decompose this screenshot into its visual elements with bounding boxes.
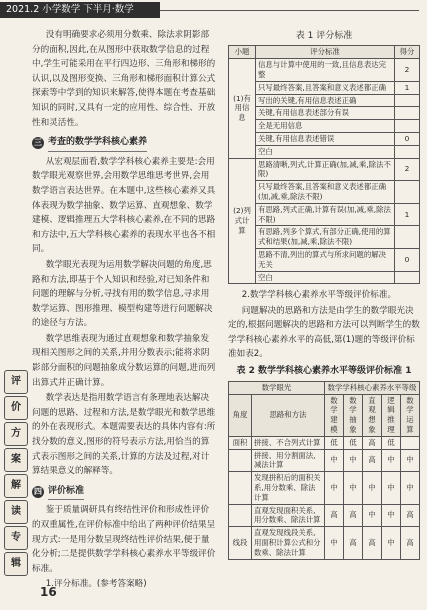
list-item: 2.数学学科核心素养水平等级评价标准。 xyxy=(241,290,397,301)
level-cell: 高 xyxy=(344,504,363,527)
column-header: 角度 xyxy=(229,394,252,436)
side-tab-char: 辑 xyxy=(4,552,28,576)
table-row xyxy=(229,436,420,449)
score-cell xyxy=(395,145,420,158)
section-number-badge: 四 xyxy=(34,487,42,497)
score-cell xyxy=(395,107,420,120)
paragraph: 数学表达是指用数学语言有条理地表达解决问题的思路、过程和方法,是数学眼光和数学思维的外在表现形式。本题需要表达的具体内容有:所找分数的意义,图形的符号表示方法,用恰当的算式表示图形之间的关系,计算的方法及过程,对计算结果意义的解释等。 xyxy=(32,393,216,477)
level-cell xyxy=(401,436,420,449)
level-cell: 中 xyxy=(344,449,363,472)
level-cell: 中 xyxy=(363,472,382,504)
paragraph: 数学眼光表现为运用数学解决问题的角度,思路和方法,即基于个人知识和经验,对已知条件和问题的理解与分析,寻找有用的数学信息,寻求用数学运算、图形推理、模型构建等进行问题解决的途径与方法。 xyxy=(32,259,213,329)
column-header: 得分 xyxy=(395,46,420,59)
table-header-row xyxy=(229,46,420,59)
score-cell xyxy=(395,271,420,284)
paragraph: 问题解决的思路和方法是由学生的数学眼光决定的,根据问题解决的思路和方法可以判断学生的数学学科核心素养水平的高低,第(1)题的等级评价标准如表2。 xyxy=(228,305,420,359)
section-title: 评价标准 xyxy=(48,484,84,501)
criterion-cell: 信息与计算中使用的一致,且信息表达完整 xyxy=(256,59,395,82)
criterion-cell: 只写最终答案,且答案和意义表述都正确(加,减,乘,除法不限) xyxy=(256,181,395,204)
subquestion-label: (2)列式计算 xyxy=(229,158,256,284)
level-cell: 中 xyxy=(325,472,344,504)
level-cell: 低 xyxy=(325,436,344,449)
angle-cell xyxy=(229,504,252,527)
criterion-cell: 写出的关键,有用信息表述正确 xyxy=(256,94,395,107)
level-cell: 高 xyxy=(363,527,382,559)
angle-cell xyxy=(229,472,252,504)
score-cell: 1 xyxy=(395,203,420,226)
literacy-level-table-body xyxy=(229,436,420,559)
level-cell: 中 xyxy=(401,472,420,504)
journal-title: 2021.2 小学数学 下半月·数学 xyxy=(0,2,160,18)
column-header: 思路和方法 xyxy=(252,394,325,436)
section-title: 考查的数学学科核心素养 xyxy=(48,135,147,152)
table-row xyxy=(229,158,420,181)
level-cell: 中 xyxy=(325,449,344,472)
table-row xyxy=(229,94,420,107)
literacy-level-table xyxy=(228,381,420,560)
score-cell: 2 xyxy=(395,158,420,181)
page-header xyxy=(0,0,427,22)
method-cell: 直观发现线段关系,用面积计算公式和分数乘、除法计算 xyxy=(252,527,325,559)
score-cell: 0 xyxy=(395,132,420,145)
level-cell: 高 xyxy=(401,527,420,559)
table-row xyxy=(229,527,420,559)
criterion-cell: 思路不清,列出的算式与所求问题的解决无关 xyxy=(256,248,395,271)
table-row xyxy=(229,449,420,472)
level-cell: 中 xyxy=(382,449,401,472)
table-row xyxy=(229,504,420,527)
table-row xyxy=(229,107,420,120)
section-heading-3 xyxy=(32,135,217,152)
table-row xyxy=(229,81,420,94)
table-row xyxy=(229,120,420,133)
page-number: 16 xyxy=(40,585,57,599)
column-header: 数学建模 xyxy=(325,394,344,436)
table-row xyxy=(229,472,420,504)
method-cell: 发现拼积后的面积关系,用分数乘、除法计算 xyxy=(252,472,325,504)
score-cell xyxy=(395,181,420,204)
angle-cell: 线段 xyxy=(229,527,252,559)
table-subheader-row xyxy=(229,394,420,436)
table2-caption: 表 2 数学学科核心素养水平等级评价标准 1 xyxy=(236,366,412,377)
scoring-table xyxy=(228,45,420,284)
paragraph: 从宏观层面看,数学学科核心素养主要是:会用数学眼光观察世界,会用数学思维思考世界,会用数学语言表达世界。在本题中,这些核心素养又具体表现为数学抽象、数学运算、直观想象、数学建模、逻辑推理五大学科核心素养,在不同的思路和方法中,五大学科核心素养的表现水平也各不相同。 xyxy=(32,156,216,255)
table-row xyxy=(229,59,420,82)
subquestion-label: (1)有用信息 xyxy=(229,59,256,158)
level-cell: 中 xyxy=(382,472,401,504)
level-cell: 中 xyxy=(344,472,363,504)
score-cell xyxy=(395,226,420,249)
side-tab-char: 读 xyxy=(4,500,28,524)
side-tab-char: 案 xyxy=(4,448,28,472)
column-header: 数学运算 xyxy=(401,394,420,436)
table-row xyxy=(229,132,420,145)
level-cell: 高 xyxy=(325,504,344,527)
paragraph: 没有明确要求必须用分数乘、除法求阴影部分的面积,因此,在从图形中获取数学信息的过程中,学生可能采用在平行四边形、三角形和梯形的认识,以及图形变换、三角形和梯形面积计算公式探索等中学到的知识来解答,使得本题在考查基础知识的同时,又具有一定的应用性、综合性、开放性和灵活性。 xyxy=(32,30,216,128)
column-header: 小题 xyxy=(229,46,256,59)
table-row xyxy=(229,248,420,271)
method-cell: 直观发现面积关系,用分数乘、除法计算 xyxy=(252,504,325,527)
criterion-cell: 思路清晰,列式,计算正确(加,减,乘,除法不限) xyxy=(256,158,395,181)
level-cell: 高 xyxy=(363,436,382,449)
column-header: 逻辑推理 xyxy=(382,394,401,436)
list-item: 1.评分标准。(参考答案略) xyxy=(45,579,147,590)
criterion-cell: 有思路,列多个算式,有部分正确,使用的算式和结果(加,减,乘,除法不限) xyxy=(256,226,395,249)
side-tab-char: 专 xyxy=(4,526,28,550)
side-tab-char: 价 xyxy=(4,396,28,420)
left-column xyxy=(32,28,217,593)
column-header: 评分标准 xyxy=(256,46,395,59)
section-number-badge: 三 xyxy=(34,138,42,148)
level-cell: 高 xyxy=(344,527,363,559)
criterion-cell: 全是无用信息 xyxy=(256,120,395,133)
criterion-cell: 关键,有用信息表述部分有误 xyxy=(256,107,395,120)
level-cell: 低 xyxy=(382,436,401,449)
level-cell: 中 xyxy=(382,527,401,559)
score-cell xyxy=(395,120,420,133)
angle-cell xyxy=(229,449,252,472)
level-cell: 高 xyxy=(401,504,420,527)
column-group-header: 数学学科核心素养水平等级 xyxy=(325,381,420,394)
criterion-cell: 只写最终答案,且答案和意义表述都正确 xyxy=(256,81,395,94)
section-heading-4 xyxy=(32,484,217,501)
table1-caption: 表 1 评分标准 xyxy=(295,31,353,41)
side-tab-char: 评 xyxy=(4,370,28,394)
table-header-row xyxy=(229,381,420,394)
paragraph: 鉴于质量调研具有终结性评价和形成性评价的双重属性,在评价标准中给出了两种评价结果呈现方式:一是用分数呈现终结性评价结果,便于量化分析;二是提供数学学科核心素养水平等级评价标准。 xyxy=(32,505,216,574)
criterion-cell: 关键,有用信息表述错误 xyxy=(256,132,395,145)
column-header: 数学抽象 xyxy=(344,394,363,436)
method-cell: 拼接、不合列式计算 xyxy=(252,436,325,449)
scoring-table-body xyxy=(229,59,420,284)
header-rule xyxy=(160,10,419,11)
method-cell: 拼接、用分割面法,减法计算 xyxy=(252,449,325,472)
side-tab-char: 方 xyxy=(4,422,28,446)
level-cell: 中 xyxy=(363,504,382,527)
criterion-cell: 空白 xyxy=(256,271,395,284)
score-cell: 2 xyxy=(395,59,420,82)
level-cell: 中 xyxy=(325,527,344,559)
angle-cell: 面积 xyxy=(229,436,252,449)
score-cell: 1 xyxy=(395,81,420,94)
table-row xyxy=(229,181,420,204)
side-tab-char: 解 xyxy=(4,474,28,498)
paragraph: 数学思维表现为通过直观想象和数学抽象发现相关图形之间的关系,并用分数表示;能将求阴影部分面积的问题抽象成分数运算的问题,进而列出算式并正确计算。 xyxy=(32,333,216,388)
score-cell: 0 xyxy=(395,248,420,271)
right-column xyxy=(228,28,420,560)
table-row xyxy=(229,271,420,284)
score-cell xyxy=(395,94,420,107)
column-group-header: 数学眼光 xyxy=(229,381,325,394)
level-cell: 低 xyxy=(344,436,363,449)
table-row xyxy=(229,203,420,226)
level-cell: 高 xyxy=(363,449,382,472)
table-row xyxy=(229,226,420,249)
table-row xyxy=(229,145,420,158)
criterion-cell: 有思路,列式正确,计算有误(加,减,乘,除法不限) xyxy=(256,203,395,226)
level-cell: 中 xyxy=(401,449,420,472)
criterion-cell: 空白 xyxy=(256,145,395,158)
level-cell: 中 xyxy=(382,504,401,527)
column-header: 直观想象 xyxy=(363,394,382,436)
